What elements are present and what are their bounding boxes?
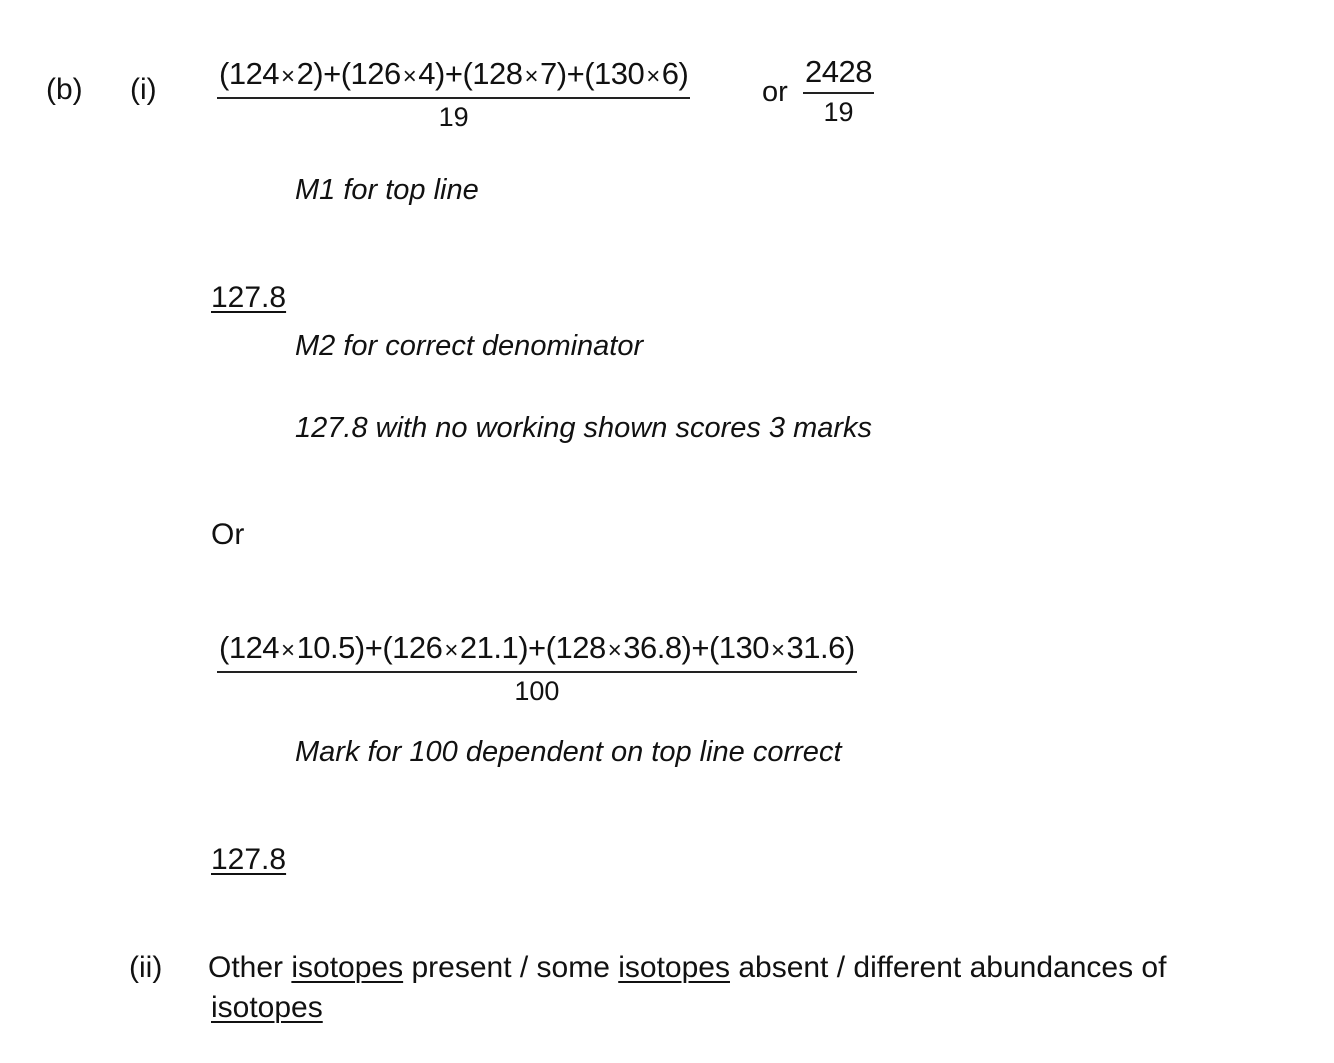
part-label: (b) [46, 73, 83, 106]
fraction-main-numerator: (124×2)+(126×4)+(128×7)+(130×6) [219, 56, 689, 91]
fraction-main-denominator: 19 [438, 102, 469, 132]
fraction-alt-numerator: 2428 [805, 54, 872, 89]
answer-ii-line2: isotopes [211, 991, 323, 1024]
fraction-alternative-denominator: 100 [514, 676, 560, 706]
answer-ii-line1: Other isotopes present / some isotopes absent / different abundances of [208, 951, 1167, 984]
answer-2: 127.8 [211, 843, 287, 876]
sub-i-label: (i) [130, 73, 157, 106]
fraction-alt-denominator: 19 [823, 97, 854, 127]
note-m2: M2 for correct denominator [295, 330, 644, 362]
sub-ii-label: (ii) [129, 951, 163, 984]
fraction-alternative-method [217, 630, 857, 707]
answer-1: 127.8 [211, 281, 287, 314]
fraction-alternative-numerator: (124×10.5)+(126×21.1)+(128×36.8)+(130×31.6) [219, 630, 855, 665]
fraction-alt [803, 54, 874, 128]
or-label: Or [211, 518, 245, 551]
or-inline: or [762, 76, 788, 108]
note-m1: M1 for top line [295, 174, 479, 206]
fraction-main [217, 56, 690, 133]
note-mark-100: Mark for 100 dependent on top line correct [295, 736, 842, 768]
note-no-working: 127.8 with no working shown scores 3 marks [295, 412, 873, 444]
